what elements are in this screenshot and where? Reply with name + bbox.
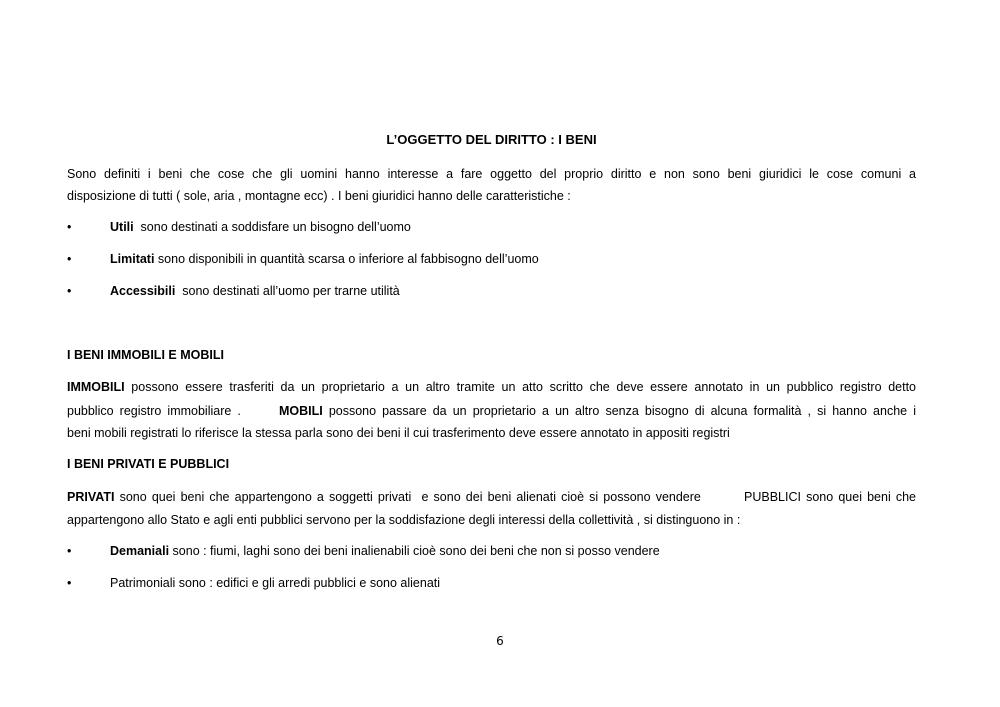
section-heading-immobili-mobili: I BENI IMMOBILI E MOBILI — [67, 348, 224, 362]
term-privati: PRIVATI — [67, 490, 115, 504]
section-heading-privati-pubblici: I BENI PRIVATI E PUBBLICI — [67, 457, 230, 471]
pubblici-line-2: appartengono allo Stato e agli enti pubblici servono per la soddisfazione degli interessi della collettività , si distinguono in : — [67, 513, 741, 527]
term-demaniali: Demaniali — [110, 544, 170, 558]
intro-line-1: Sono definiti i beni che cose che gli uomini hanno interesse a fare oggetto del proprio diritto e non sono beni giuridici le cose comuni a — [67, 167, 916, 181]
term-accessibili: Accessibili — [110, 284, 176, 298]
term-limitati: Limitati — [110, 252, 155, 266]
term-mobili: MOBILI — [278, 404, 323, 418]
privati-line-1: PRIVATI sono quei beni che appartengono a soggetti privati e sono dei beni alienati cioè si possono vendere PUBBLICI sono quei beni che — [67, 490, 917, 504]
term-description: sono disponibili in quantità scarsa o inferiore al fabbisogno dell’uomo — [154, 252, 539, 266]
term-description: sono destinati a soddisfare un bisogno dell’uomo — [133, 220, 411, 234]
term-description: sono : fiumi, laghi sono dei beni inalienabili cioè sono dei beni che non si posso vendere — [169, 544, 660, 558]
term-description: sono destinati all’uomo per trarne utilità — [175, 284, 400, 298]
intro-line-2: disposizione di tutti ( sole, aria , montagne ecc) . I beni giuridici hanno delle caratteristiche : — [67, 189, 571, 203]
term-utili: Utili — [110, 220, 134, 234]
page-title: L’OGGETTO DEL DIRITTO : I BENI — [386, 132, 597, 147]
immobili-line-1: IMMOBILI possono essere trasferiti da un proprietario a un altro tramite un atto scritto che deve essere annotato in un pubblico registro detto — [67, 380, 916, 394]
bullet-icon: • — [67, 252, 72, 266]
page-number: 6 — [496, 634, 504, 648]
term-immobili: IMMOBILI — [67, 380, 125, 394]
bullet-icon: • — [67, 576, 72, 590]
mobili-line-3: beni mobili registrati lo riferisce la stessa parla sono dei beni il cui trasferimento deve essere annotato in appositi registri — [67, 426, 730, 440]
term-description: Patrimoniali sono : edifici e gli arredi pubblici e sono alienati — [110, 576, 441, 590]
mobili-line-2: pubblico registro immobiliare . MOBILI possono passare da un proprietario a un altro senza bisogno di alcuna formalità , si hanno anche i — [67, 404, 916, 418]
bullet-icon: • — [67, 220, 72, 234]
bullet-icon: • — [67, 544, 72, 558]
bullet-icon: • — [67, 284, 72, 298]
